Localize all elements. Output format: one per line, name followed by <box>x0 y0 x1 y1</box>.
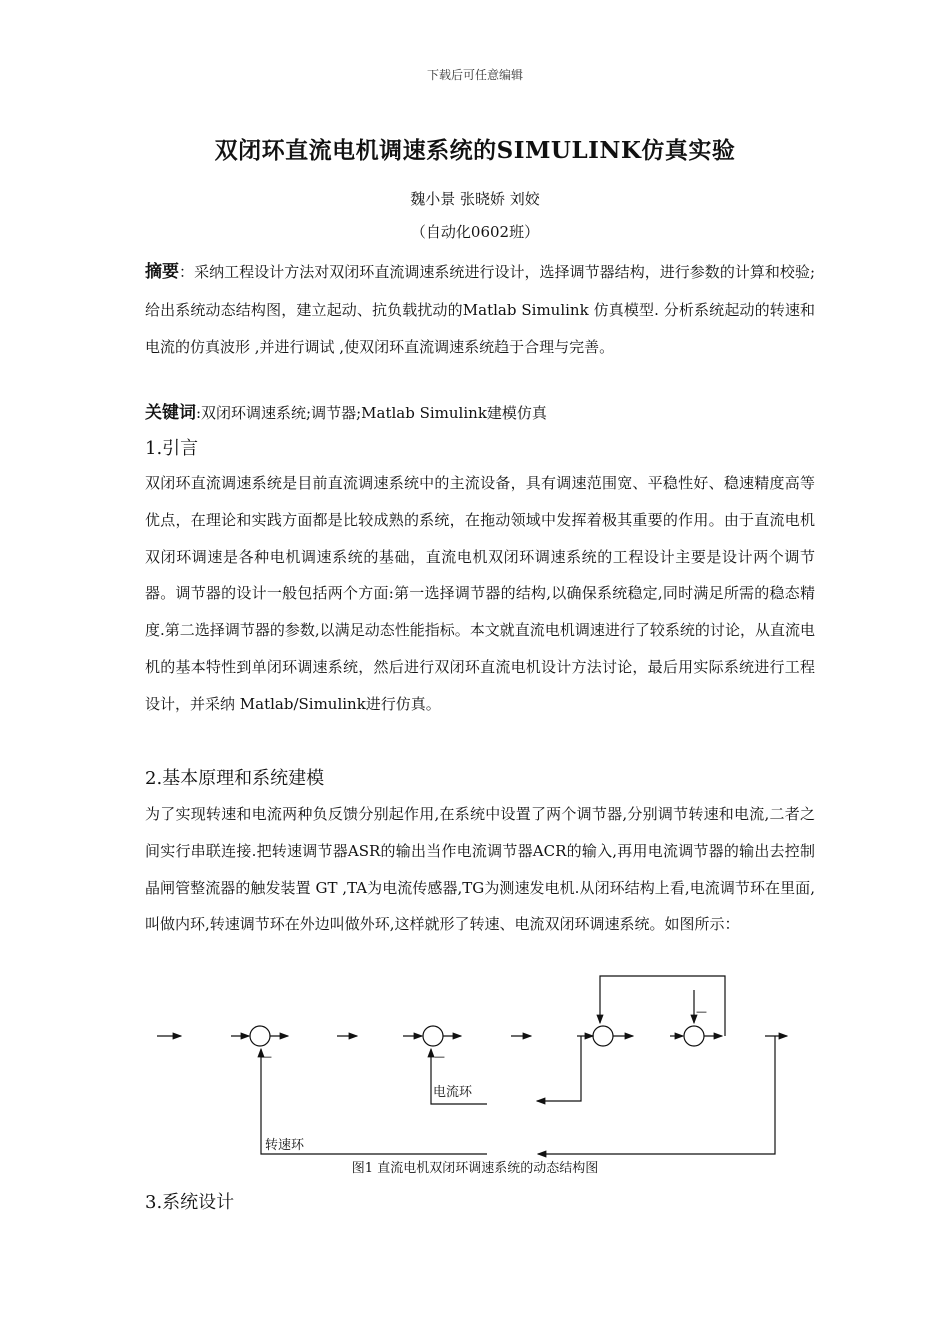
section-2-body: 为了实现转速和电流两种负反馈分别起作用,在系统中设置了两个调节器,分别调节转速和电流,二者之间实行串联连接.把转速调节器ASR的输出当作电流调节器ACR的输入,再用电流调节器的输出去控制晶闸管整流器的触发装置 GT ,TA为电流传感器,TG为测速发电机.从闭环结构上看,电流调节环在里面,叫做内环,转速调节环在外边叫做外环,这样就形了转速、电流双闭环调速系统。如图所示： <box>145 805 815 934</box>
section-1-body: 双闭环直流调速系统是目前直流调速系统中的主流设备，具有调速范围宽、平稳性好、稳速精度高等优点，在理论和实践方面都是比较成熟的系统，在拖动领域中发挥着极其重要的作用。由于直流电机双闭环调速是各种电机调速系统的基础，直流电机双闭环调速系统的工程设计主要是设计两个调节器。调节器的设计一般包括两个方面:第一选择调节器的结构,以确保系统稳定,同时满足所需的稳态精度.第二选择调节器的参数,以满足动态性能指标。本文就直流电机调速进行了较系统的讨论，从直流电机的基本特性到单闭环调速系统，然后进行双闭环直流电机设计方法讨论，最后用实际系统进行工程设计，并采纳 Matlab/Simulink进行仿真。 <box>145 474 815 713</box>
page-header: 下载后可任意编辑 <box>426 68 523 82</box>
abstract-text: ：采纳工程设计方法对双闭环直流调速系统进行设计，选择调节器结构，进行参数的计算和校验;给出系统动态结构图，建立起动、抗负载扰动的Matlab Simulink 仿真模型. 分析系统起动的转速和电流的仿真波形 ,并进行调试 ,使双闭环直流调速系统趋于合理与完善。 <box>145 263 815 356</box>
summing-junction-3 <box>593 1026 613 1046</box>
block-diagram <box>145 968 815 1158</box>
keywords-text: :双闭环调速系统;调节器;Matlab Simulink建模仿真 <box>196 404 547 422</box>
block-diagram-svg <box>145 968 815 1158</box>
summing-junction-2 <box>423 1026 443 1046</box>
figure-caption: 图1 直流电机双闭环调速系统的动态结构图 <box>351 1161 599 1176</box>
summing-junction-4 <box>684 1026 704 1046</box>
section-2-heading: 2.基本原理和系统建模 <box>145 768 325 789</box>
keywords <box>145 398 815 428</box>
minus-sign-1: — <box>261 1050 272 1063</box>
affiliation: （自动化0602班） <box>410 223 540 241</box>
minus-sign-2: — <box>434 1050 445 1063</box>
speed-loop-line-a <box>538 1036 775 1154</box>
current-loop-label: 电流环 <box>433 1085 473 1100</box>
speed-loop-label: 转速环 <box>265 1138 305 1153</box>
keywords-label: 关键词 <box>145 403 196 423</box>
summing-junction-1 <box>250 1026 270 1046</box>
abstract <box>145 254 815 367</box>
minus-sign-3: — <box>696 1005 707 1018</box>
section-1-heading: 1.引言 <box>145 438 199 459</box>
authors: 魏小景 张晓娇 刘姣 <box>410 190 540 208</box>
paper-title: 双闭环直流电机调速系统的SIMULINK仿真实验 <box>214 137 736 164</box>
section-3-heading: 3.系统设计 <box>145 1192 235 1213</box>
abstract-label: 摘要 <box>145 262 180 282</box>
current-loop-line-a <box>537 1036 581 1101</box>
